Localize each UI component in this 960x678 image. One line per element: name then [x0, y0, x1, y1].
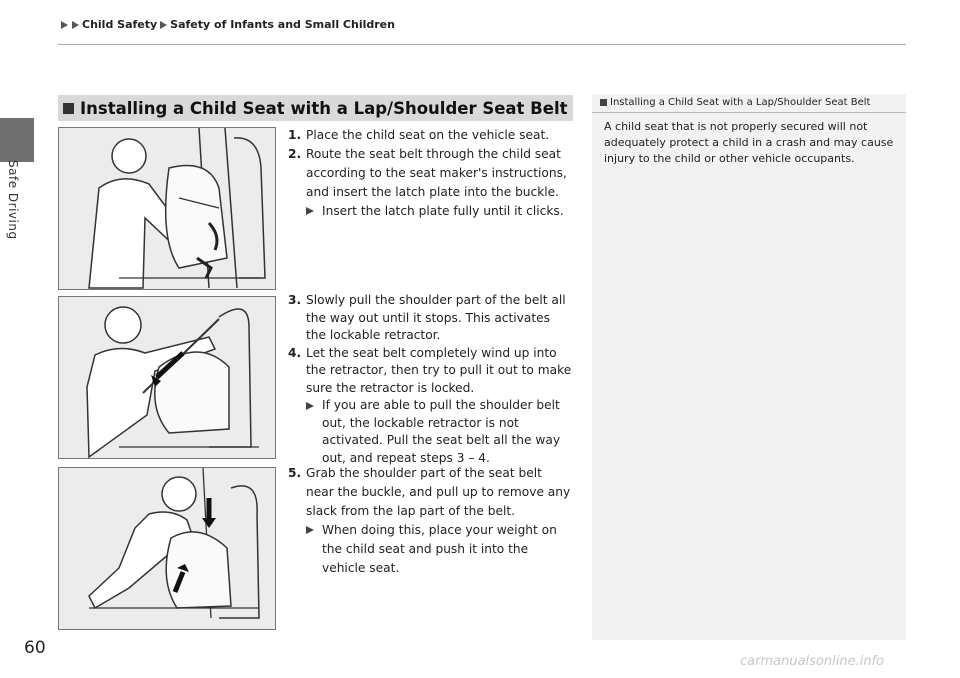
arrow-icon	[306, 526, 314, 534]
breadcrumb-child-safety[interactable]: Child Safety	[82, 18, 158, 31]
step-2-note	[288, 202, 573, 221]
section-tab	[0, 118, 34, 162]
step-2	[288, 145, 573, 202]
watermark: carmanualsonline.info	[740, 654, 885, 669]
arrow-icon	[306, 402, 314, 410]
step-5-note	[288, 521, 573, 578]
note-body: A child seat that is not properly secured will not adequately protect a child in a crash and may cause injury to the child or other vehicle occupants.	[604, 120, 894, 165]
illustration-place-seat	[58, 127, 276, 290]
step-text: Place the child seat on the vehicle seat.	[306, 128, 550, 142]
sub-text: When doing this, place your weight on the child seat and push it into the vehicle seat.	[322, 523, 557, 575]
illustration-remove-slack	[58, 467, 276, 630]
sub-text: Insert the latch plate fully until it clicks.	[322, 204, 564, 218]
step-number: 4.	[288, 345, 302, 360]
step-text: Grab the shoulder part of the seat belt near the buckle, and pull up to remove any slack from the lap part of the belt.	[306, 466, 571, 518]
step-3	[288, 292, 573, 345]
arrow-icon	[61, 21, 68, 29]
arrow-icon	[72, 21, 79, 29]
step-4	[288, 345, 573, 398]
arrow-icon	[160, 21, 167, 29]
sub-text: If you are able to pull the shoulder belt out, the lockable retractor is not activated. Pull the seat belt all the way out, and repeat steps 3 – 4.	[322, 398, 561, 465]
step-text: Let the seat belt completely wind up into the retractor, then try to pull it out to make sure the retractor is locked.	[306, 345, 572, 395]
step-number: 3.	[288, 293, 302, 307]
page-number: 60	[24, 638, 46, 658]
breadcrumb-infants[interactable]: Safety of Infants and Small Children	[170, 18, 395, 31]
note-title: Installing a Child Seat with a Lap/Shoulder Seat Belt	[610, 97, 871, 108]
sidebar-label: Safe Driving	[6, 160, 20, 240]
square-icon	[63, 103, 74, 114]
step-5	[288, 464, 573, 521]
steps-group-2	[288, 292, 573, 467]
breadcrumb	[60, 18, 395, 31]
note-header	[592, 94, 906, 113]
step-number: 2.	[288, 147, 302, 161]
illustration-pull-belt	[58, 296, 276, 459]
square-icon	[600, 99, 607, 106]
note-panel	[592, 94, 906, 640]
step-text: Route the seat belt through the child seat according to the seat maker's instructions, and insert the latch plate into the buckle.	[306, 147, 567, 199]
step-number: 1.	[288, 128, 302, 142]
section-title: Installing a Child Seat with a Lap/Shoulder Seat Belt	[80, 98, 568, 118]
step-4-note	[288, 397, 573, 467]
step-number: 5.	[288, 466, 302, 480]
step-text: Slowly pull the shoulder part of the belt all the way out until it stops. This activates the lockable retractor.	[306, 293, 566, 342]
header-rule	[58, 44, 906, 45]
steps-group-3	[288, 464, 573, 578]
arrow-icon	[306, 207, 314, 215]
step-1	[288, 126, 573, 145]
steps-group-1	[288, 126, 573, 221]
section-header	[58, 95, 573, 121]
